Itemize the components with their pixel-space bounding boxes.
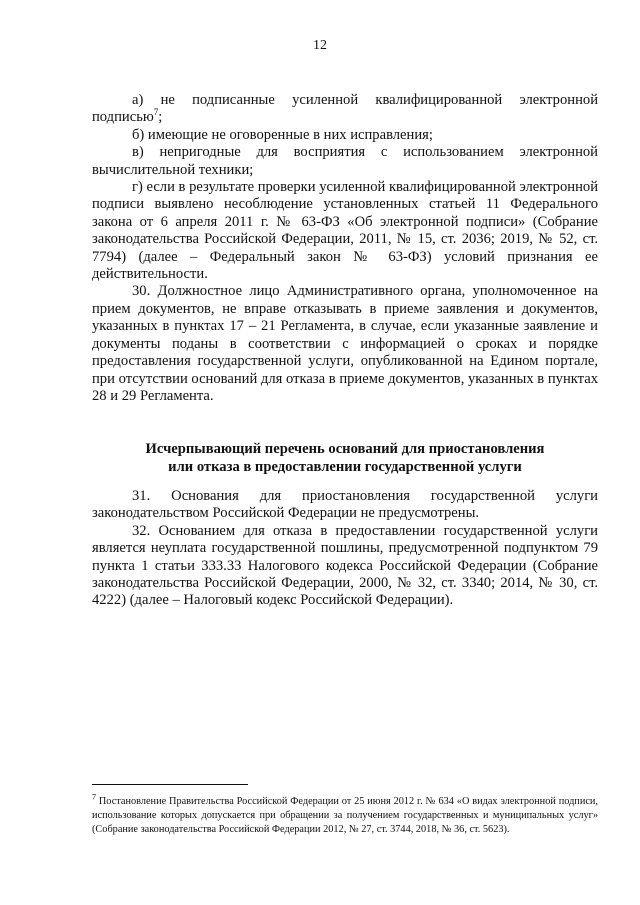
body-text-section (92, 488, 598, 610)
section-heading-line1: Исчерпывающий перечень оснований для приостановления (145, 441, 545, 457)
footnote-divider (92, 784, 248, 785)
item-a: а) не подписанные усиленной квалифицированной электронной подписью$^7$; (92, 92, 598, 126)
item-v: в) непригодные для восприятия с использованием электронной вычислительной техники; (92, 144, 598, 178)
footnote (92, 792, 598, 837)
section-heading (92, 440, 598, 476)
paragraph-30: 30. Должностное лицо Административного органа, уполномоченное на прием документов, не вправе отказывать в приеме заявления и документов, указанных в пунктах 17 – 21 Регламента, в случае, если указанные заявление и документы поданы в соответствии с информацией о сроках и порядке предоставления государственной услуги, опубликованной на Едином портале, при отсутствии оснований для отказа в приеме документов, указанных в пунктах 28 и 29 Регламента. (92, 283, 598, 404)
footnote-text: Постановление Правительства Российской Федерации от 25 июня 2012 г. № 634 «О видах электронной подписи, использование которых допускается при обращении за получением государственных и муниципальных услуг» (Собрание законодательства Российской Федерации 2012, № 27, ст. 3744, 2018, № 36, ст. 5623). (92, 796, 598, 835)
page-number: 12 (313, 38, 327, 53)
footnote-reference[interactable]: 7 (153, 107, 159, 118)
paragraph-32: 32. Основанием для отказа в предоставлении государственной услуги является неуплата государственной пошлины, предусмотренной подпунктом 79 пункта 1 статьи 333.33 Налогового кодекса Российской Федерации (Собрание законодательства Российской Федерации, 2000, № 32, ст. 3340; 2014, № 30, ст. 4222) (далее – Налоговый кодекс Российской Федерации). (92, 522, 598, 609)
item-g: г) если в результате проверки усиленной квалифицированной электронной подписи выявлено несоблюдение установленных статьей 11 Федерального закона от 6 апреля 2011 г. № 63-ФЗ «Об электронной подписи» (Собрание законодательства Российской Федерации, 2011, № 15, ст. 2036; 2019, № 52, ст. 7794) (далее – Федеральный закон № 63-ФЗ) условий признания ее действительности. (92, 179, 599, 283)
item-b: б) имеющие не оговоренные в них исправления; (132, 126, 433, 143)
footnote-marker: 7 (92, 792, 96, 802)
paragraph-31: 31. Основания для приостановления государственной услуги законодательством Российской Федерации не предусмотрены. (92, 488, 598, 522)
section-heading-line2: или отказа в предоставлении государственной услуги (168, 459, 522, 475)
body-text-top (92, 92, 598, 405)
